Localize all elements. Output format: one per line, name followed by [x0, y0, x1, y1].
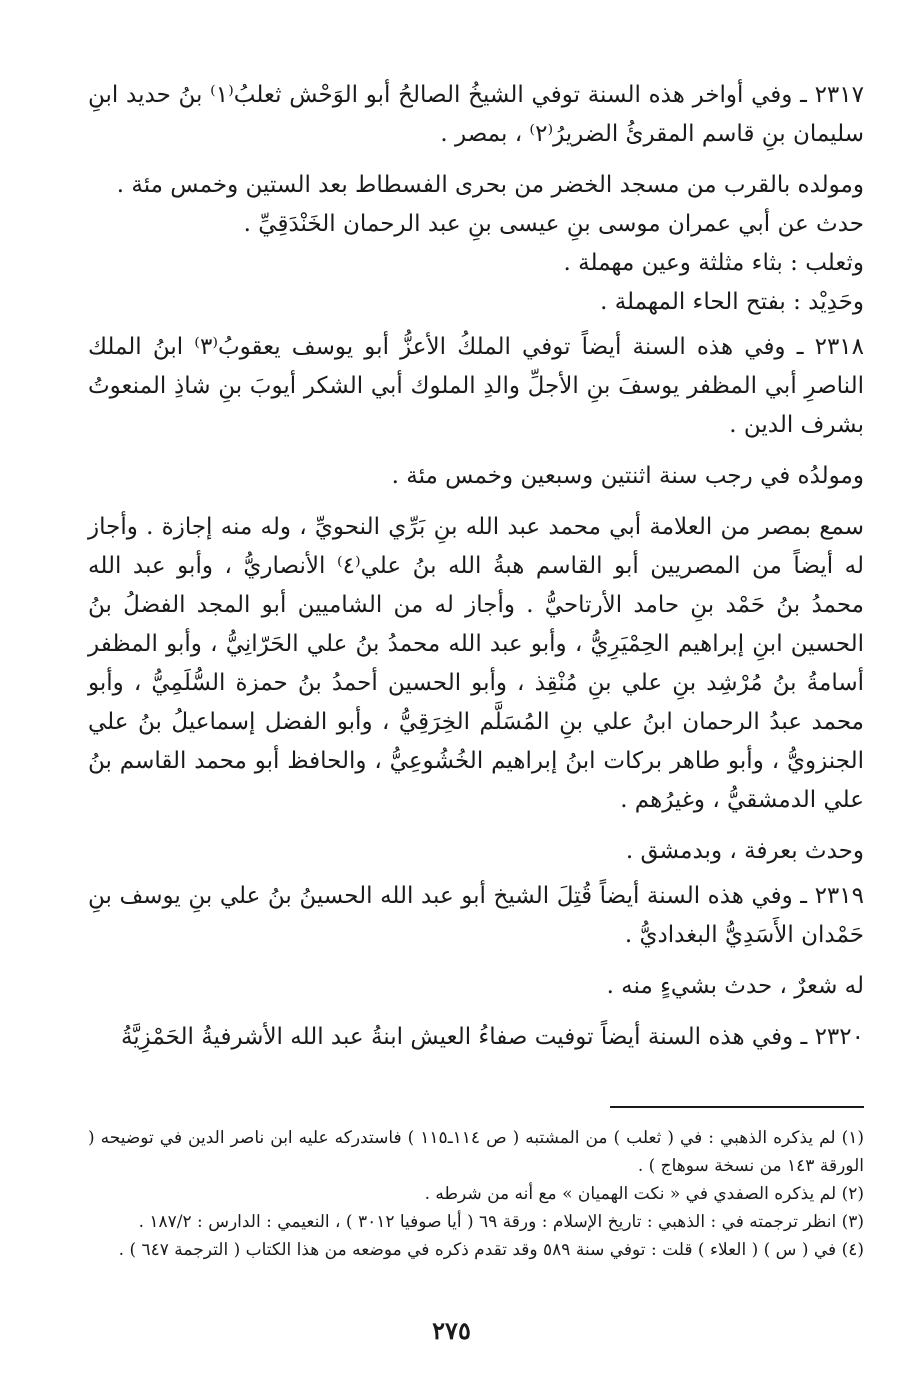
footnote-divider [610, 1106, 864, 1108]
narration-note-2318: وحدث بعرفة ، وبدمشق . [625, 838, 864, 864]
footnotes [88, 1124, 864, 1264]
main-text [88, 70, 864, 1057]
footnote-3: (٣) انظر ترجمته في : الذهبي : تاريخ الإسلام : ورقة ٦٩ ( أيا صوفيا ٣٠١٢ ) ، النعيمي : الدارس : ١٨٧/٢ . [138, 1212, 864, 1232]
entry-2318: ٢٣١٨ ـ وفي هذه السنة أيضاً توفي الملكُ الأعزُّ أبو يوسف يعقوبُ⁽٣⁾ ابنُ الملك الناصرِ أبي المظفر يوسفَ بنِ الأجلِّ والدِ الملوك أبي الشكر أيوبَ بنِ شاذِ المنعوتُ بشرف الدين . [88, 334, 865, 438]
birth-note-2317: ومولده بالقرب من مسجد الخضر من بحرى الفسطاط بعد الستين وخمس مئة . [116, 172, 864, 198]
footnote-2: (٢) لم يذكره الصفدي في « نكت الهميان » مع أنه من شرطه . [424, 1184, 864, 1204]
hearing-note-2318: سمع بمصر من العلامة أبي محمد عبد الله بنِ بَرِّي النحويِّ ، وله منه إجازة . وأجاز له أيضاً من المصريين أبو القاسم هبةُ الله بنُ علي⁽٤⁾ الأنصاريُّ ، وأبو عبد الله محمدُ بنُ حَمْد بنِ حامد الأرتاحيُّ . وأجاز له من الشاميين أبو المجد الفضلُ بنُ الحسين ابنِ إبراهيم الحِمْيَرِيُّ ، وأبو عبد الله محمدُ بنُ علي الحَرّانِيُّ ، وأبو المظفر أسامةُ بنُ مُرْشِد بنِ علي بنِ مُنْقِذ ، وأبو الحسين أحمدُ بنُ حمزة السُّلَمِيُّ ، وأبو محمد عبدُ الرحمان ابنُ علي بنِ المُسَلَّم الخِرَقِيُّ ، وأبو الفضل إسماعيلُ بنُ علي الجنزويُّ ، وأبو طاهر بركات ابنُ إبراهيم الخُشُوعِيُّ ، والحافظ أبو محمد القاسم بنُ علي الدمشقيُّ ، وغيرُهم . [88, 514, 864, 813]
narration-note-2317: حدث عن أبي عمران موسى بنِ عيسى بنِ عبد الرحمان الخَنْدَقِيِّ . [243, 211, 864, 237]
footnote-4: (٤) في ( س ) ( العلاء ) قلت : توفي سنة ٥٨٩ وقد تقدم ذكره في موضعه من هذا الكتاب ( الترجمة ٦٤٧ ) . [118, 1240, 864, 1260]
spelling-note-thalab: وثعلب : بثاء مثلثة وعين مهملة . [563, 250, 864, 276]
poetry-note-2319: له شعرٌ ، حدث بشيءٍ منه . [606, 973, 864, 999]
birth-note-2318: ومولدُه في رجب سنة اثنتين وسبعين وخمس مئة . [391, 463, 864, 489]
spelling-note-hadid: وحَدِيْد : بفتح الحاء المهملة . [600, 289, 864, 315]
entry-2317: ٢٣١٧ ـ وفي أواخر هذه السنة توفي الشيخُ الصالحُ أبو الوَحْش ثعلبُ⁽١⁾ بنُ حديد ابنِ سليمان بنِ قاسم المقرئُ الضريرُ⁽٢⁾ ، بمصر . [88, 82, 864, 147]
entry-2319: ٢٣١٩ ـ وفي هذه السنة أيضاً قُتِلَ الشيخ أبو عبد الله الحسينُ بنُ علي بنِ يوسف بنِ حَمْدان الأَسَدِيُّ البغداديُّ . [88, 883, 864, 948]
footnote-1: (١) لم يذكره الذهبي : في ( ثعلب ) من المشتبه ( ص ١١٤ـ١١٥ ) فاستدركه عليه ابن ناصر الدين في توضيحه ( الورقة ١٤٣ من نسخة سوهاج ) . [88, 1128, 864, 1176]
entry-2320: ٢٣٢٠ ـ وفي هذه السنة أيضاً توفيت صفاءُ العيش ابنةُ عبد الله الأشرفيةُ الحَمْزِيَّةُ [120, 1024, 864, 1050]
page-number: ٢٧٥ [432, 1316, 471, 1345]
